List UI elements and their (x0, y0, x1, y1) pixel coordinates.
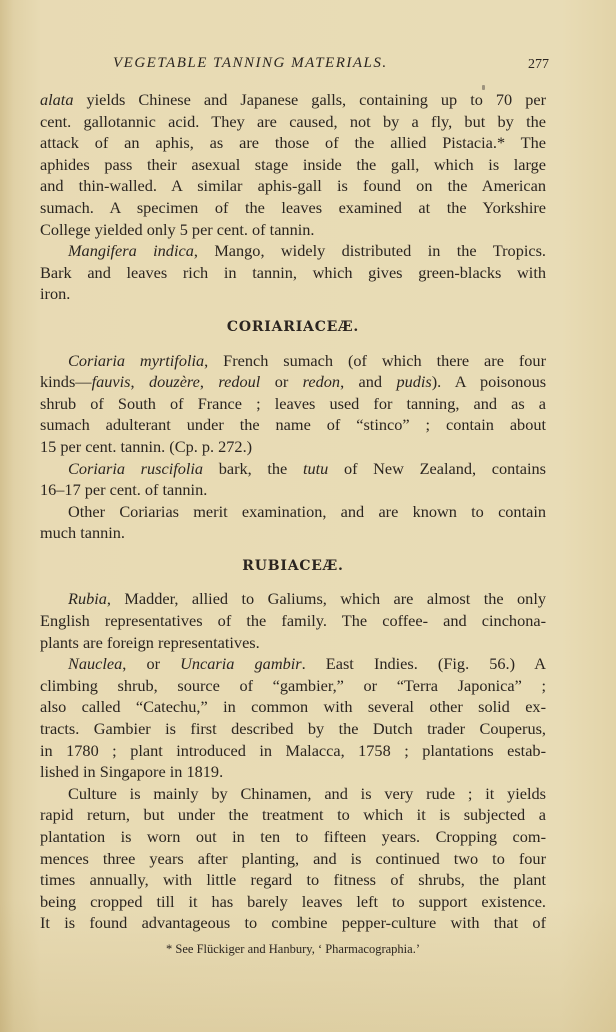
running-title: VEGETABLE TANNING MATERIALS. (113, 55, 388, 71)
text-run: English representatives of the family. The coffee- and cinchona- (40, 611, 546, 631)
text-run: 16–17 per cent. of tannin. (40, 480, 208, 500)
text-run: , and (340, 372, 397, 392)
text-run: kinds— (40, 372, 92, 392)
paragraph (40, 653, 546, 783)
text-line (40, 783, 546, 805)
text-run: shrub of South of France ; leaves used for tanning, and as a (40, 393, 546, 413)
text-run: ). A poisonous (431, 372, 547, 392)
text-run: attack of an aphis, as are those of the allied Pistacia.* The (40, 133, 546, 153)
page-header (40, 55, 549, 77)
intro-section (40, 89, 546, 305)
text-line (40, 111, 546, 133)
italic-term: Rubia (68, 589, 107, 609)
text-run: Culture is mainly by Chinamen, and is very rude ; it yields (68, 783, 546, 803)
text-run: , Mango, widely distributed in the Tropics. (193, 241, 546, 261)
paragraph (40, 89, 546, 240)
text-line (40, 393, 546, 415)
text-run: of New Zealand, contains (328, 458, 546, 478)
text-line (40, 283, 546, 305)
text-run: Other Coriarias merit examination, and are known to contain (68, 501, 546, 521)
text-run: and thin-walled. A similar aphis-gall is found on the American (40, 176, 546, 196)
text-run: tracts. Gambier is first described by the Dutch trader Couperus, (40, 719, 546, 739)
text-run: being cropped till it has barely leaves left to support existence. (40, 891, 546, 911)
paragraph (40, 350, 546, 458)
section-heading-coriariaceae: CORIARIACEÆ. (226, 318, 360, 335)
italic-term: Uncaria gambir (180, 654, 302, 674)
text-line (40, 610, 546, 632)
text-run: 15 per cent. tannin. (Cp. p. 272.) (40, 436, 253, 456)
text-line (40, 740, 546, 762)
text-line (40, 848, 546, 870)
paragraph (40, 501, 546, 544)
italic-term: douzère (148, 372, 200, 392)
text-run: in 1780 ; plant introduced in Malacca, 1758 ; plantations estab- (40, 740, 546, 760)
section-heading-rubiaceae: RUBIACEÆ. (242, 557, 344, 574)
paragraph (40, 783, 546, 934)
text-run: times annually, with little regard to fitness of shrubs, the plant (40, 870, 546, 890)
text-run: sumach. A specimen of the leaves examined at the Yorkshire (40, 197, 546, 217)
text-line (40, 522, 546, 544)
italic-term: Nauclea (68, 654, 123, 674)
text-run: plantation is worn out in ten to fifteen years. Cropping com- (40, 827, 546, 846)
text-line (40, 826, 546, 848)
italic-term: fauvis (91, 372, 131, 392)
text-run: College yielded only 5 per cent. of tannin. (40, 219, 315, 239)
paragraph (40, 458, 546, 501)
text-line (40, 479, 546, 501)
text-line (40, 436, 546, 458)
text-line (40, 912, 546, 934)
text-run: much tannin. (40, 523, 126, 543)
text-line (40, 653, 546, 675)
text-line (40, 197, 546, 219)
italic-term: pudis (396, 372, 432, 392)
text-line (40, 675, 546, 697)
text-run: , (130, 372, 149, 392)
text-line (40, 371, 546, 393)
italic-term: tutu (302, 458, 329, 478)
text-line (40, 154, 546, 176)
text-run: aphides pass their asexual stage inside the gall, which is large (40, 154, 546, 174)
text-run: Bark and leaves rich in tannin, which gives green-blacks with (40, 262, 546, 282)
text-line (40, 632, 546, 654)
italic-term: Mangifera indica (68, 241, 194, 261)
text-line (40, 804, 546, 826)
page-number: 277 (528, 57, 549, 72)
footnote: * See Flückiger and Hanbury, ‘ Pharmacographia.’ (166, 941, 420, 956)
text-run: . East Indies. (Fig. 56.) A (301, 654, 547, 674)
italic-term: Coriaria ruscifolia (68, 458, 204, 478)
text-run: , French sumach (of which there are four (204, 350, 546, 370)
text-run: yields Chinese and Japanese galls, containing up to 70 per (73, 90, 546, 109)
text-run: iron. (40, 284, 71, 304)
text-line (40, 414, 546, 436)
italic-term: alata (40, 90, 74, 109)
text-run: mences three years after planting, and is continued two to four (40, 848, 546, 868)
text-line (40, 458, 546, 480)
text-line (40, 696, 546, 718)
text-line (40, 262, 546, 284)
text-run: , (199, 372, 219, 392)
text-line (40, 240, 546, 262)
text-line (40, 132, 546, 154)
text-run: also called “Catechu,” in common with several other solid ex- (40, 697, 546, 717)
paragraph (40, 240, 546, 305)
text-line (40, 891, 546, 913)
text-run: sumach adulterant under the name of “stinco” ; contain about (40, 415, 546, 435)
italic-term: Coriaria myrtifolia (68, 350, 205, 370)
text-line (40, 350, 546, 372)
coriariaceae-section (40, 350, 546, 544)
text-run: plants are foreign representatives. (40, 632, 260, 652)
text-line (40, 588, 546, 610)
text-run: , Madder, allied to Galiums, which are almost the only (106, 589, 546, 609)
paragraph (40, 588, 546, 653)
text-run: , or (122, 654, 181, 674)
italic-term: redoul (218, 372, 261, 392)
text-run: rapid return, but under the treatment to which it is subjected a (40, 805, 546, 825)
text-run: cent. gallotannic acid. They are caused, not by a fly, but by the (40, 111, 546, 131)
text-line (40, 761, 546, 783)
text-line (40, 718, 546, 740)
text-run: or (260, 372, 303, 392)
rubiaceae-section (40, 588, 546, 934)
text-line (40, 175, 546, 197)
text-line (40, 89, 546, 111)
text-line (40, 501, 546, 523)
text-run: climbing shrub, source of “gambier,” or “Terra Japonica” ; (40, 675, 546, 695)
text-run: lished in Singapore in 1819. (40, 762, 224, 782)
book-page (40, 55, 549, 958)
text-line (40, 219, 546, 241)
text-line (40, 869, 546, 891)
body-text (40, 89, 546, 934)
text-run: bark, the (203, 458, 303, 478)
text-run: It is found advantageous to combine pepper-culture with that of (40, 913, 546, 933)
italic-term: redon (302, 372, 341, 392)
